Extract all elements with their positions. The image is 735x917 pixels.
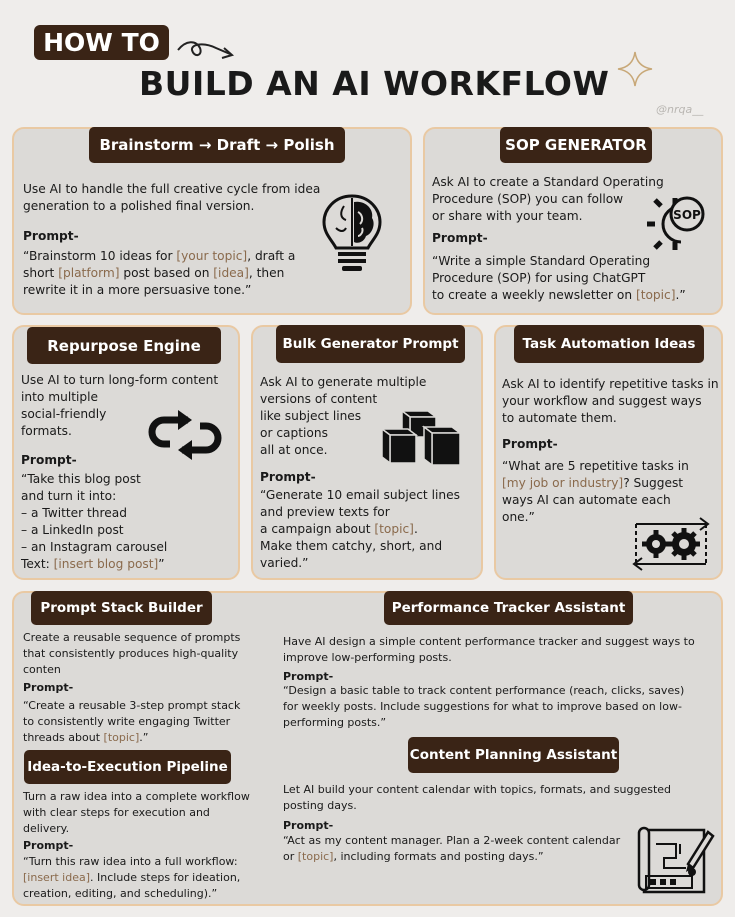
placeholder-token: [your topic]: [176, 249, 248, 263]
pipeline-desc: Turn a raw idea into a complete workflow with clear steps for execution and delivery.: [23, 790, 250, 835]
prompt-text: “Write a simple Standard Operating Procedure (SOP) for using ChatGPT to create a weekly newsletter on: [432, 254, 651, 302]
stack-prompt: [23, 698, 240, 746]
brainstorm-prompt-label: Prompt-: [23, 229, 79, 243]
prompt-text: post based on: [119, 266, 214, 280]
sop-title: SOP GENERATOR: [500, 127, 652, 163]
pipeline-title: Idea-to-Execution Pipeline: [24, 750, 231, 784]
automation-gears-icon: [626, 516, 716, 572]
placeholder-token: [my job or industry]: [502, 476, 624, 490]
task-prompt-label: Prompt-: [502, 437, 558, 451]
repurpose-prompt-label: Prompt-: [21, 453, 77, 467]
bulk-desc: Ask AI to generate multiple versions of content like subject lines or captions all at once.: [260, 375, 427, 457]
tracker-desc: Have AI design a simple content performance tracker and suggest ways to improve low-performing posts.: [283, 635, 695, 664]
prompt-text: , including formats and posting days.”: [333, 850, 544, 863]
blueprint-pen-icon: [636, 824, 716, 898]
prompt-text: .”: [675, 288, 686, 302]
boxes-icon: [380, 407, 466, 469]
prompt-text: , draft a short: [23, 249, 296, 280]
tracker-prompt-label: Prompt-: [283, 670, 334, 683]
repurpose-desc: Use AI to turn long-form content into multiple social-friendly formats.: [21, 373, 219, 438]
planning-prompt-label: Prompt-: [283, 819, 334, 832]
svg-text:SOP: SOP: [673, 208, 701, 222]
planning-title: Content Planning Assistant: [408, 737, 619, 773]
placeholder-token: [topic]: [374, 522, 414, 536]
prompt-text: “Turn this raw idea into a full workflow:: [23, 855, 238, 868]
sop-prompt-label: Prompt-: [432, 231, 488, 245]
brainstorm-prompt: [23, 248, 295, 299]
placeholder-token: [topic]: [103, 731, 140, 744]
bulk-prompt-label: Prompt-: [260, 470, 316, 484]
sop-desc: Ask AI to create a Standard Operating Procedure (SOP) you can follow or share with your team.: [432, 175, 664, 223]
prompt-text: ”: [158, 557, 165, 571]
prompt-text: “Act as my content manager. Plan a 2-week content calendar or: [283, 834, 621, 863]
placeholder-token: [platform]: [58, 266, 120, 280]
curly-arrow-icon: [176, 38, 238, 64]
prompt-text: . Include steps for ideation, creation, editing, and scheduling).”: [23, 871, 241, 900]
how-to-badge: HOW TO: [34, 25, 169, 60]
sparkle-icon: [616, 50, 654, 88]
prompt-text: ? Suggest ways AI can automate each one.”: [502, 476, 684, 524]
pipeline-prompt-label: Prompt-: [23, 839, 74, 852]
author-handle: @nrqa__: [656, 103, 704, 116]
task-title: Task Automation Ideas: [514, 325, 704, 363]
repurpose-prompt: [21, 471, 167, 573]
planning-desc: Let AI build your content calendar with topics, formats, and suggested posting days.: [283, 783, 672, 812]
prompt-text: “Design a basic table to track content performance (reach, clicks, saves) for weekly posts. Include suggestions for what to improve based on low- performing posts.”: [283, 684, 685, 729]
prompt-text: . Make them catchy, short, and varied.”: [260, 522, 443, 570]
task-desc: Ask AI to identify repetitive tasks in your workflow and suggest ways to automate them.: [502, 377, 719, 425]
repurpose-arrows-icon: [144, 406, 226, 464]
bulk-title: Bulk Generator Prompt: [276, 325, 465, 363]
prompt-text: “Generate 10 email subject lines and preview texts for a campaign about: [260, 488, 460, 536]
prompt-text: , then rewrite it in a more persuasive tone.”: [23, 266, 285, 297]
placeholder-token: [idea]: [213, 266, 249, 280]
gear-sop-icon: [645, 192, 717, 254]
stack-title: Prompt Stack Builder: [31, 591, 212, 625]
placeholder-token: [topic]: [297, 850, 334, 863]
lightbulb-brain-icon: [318, 192, 386, 274]
stack-desc: Create a reusable sequence of prompts that consistently produces high-quality conten: [23, 631, 241, 676]
page-title: BUILD AN AI WORKFLOW: [139, 64, 610, 103]
placeholder-token: [topic]: [635, 288, 676, 302]
prompt-text: “Take this blog post and turn it into: – a Twitter thread – a LinkedIn post – an Instagram carousel Text:: [21, 472, 168, 571]
tracker-title: Performance Tracker Assistant: [384, 591, 633, 625]
bulk-prompt: [260, 487, 460, 572]
planning-prompt: [283, 833, 620, 865]
repurpose-title: Repurpose Engine: [27, 327, 221, 364]
brainstorm-desc: Use AI to handle the full creative cycle from idea generation to a polished final version.: [23, 182, 321, 213]
prompt-text: “Brainstorm 10 ideas for: [23, 249, 177, 263]
pipeline-prompt: [23, 854, 240, 902]
stack-prompt-label: Prompt-: [23, 681, 74, 694]
sop-prompt: [432, 253, 686, 304]
prompt-text: .”: [139, 731, 149, 744]
placeholder-token: [insert blog post]: [53, 557, 159, 571]
brainstorm-title: Brainstorm → Draft → Polish: [89, 127, 345, 163]
placeholder-token: [insert idea]: [23, 871, 90, 884]
tracker-prompt: [283, 683, 684, 731]
prompt-text: “What are 5 repetitive tasks in: [502, 459, 689, 473]
prompt-text: “Create a reusable 3-step prompt stack to consistently write engaging Twitter threads about: [23, 699, 241, 744]
